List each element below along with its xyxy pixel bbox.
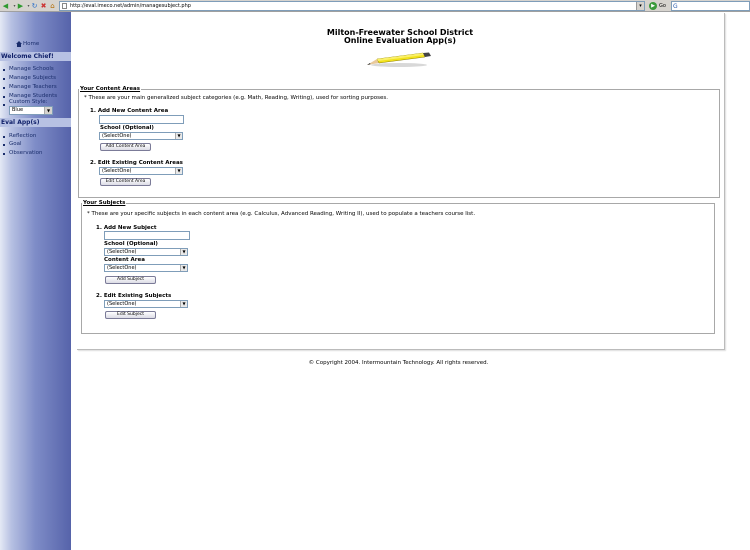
- edit-subjects-heading: 2. Edit Existing Subjects: [96, 293, 172, 299]
- forward-dropdown-icon[interactable]: ▾: [27, 3, 30, 8]
- bullet-icon: [3, 104, 5, 106]
- sidebar-item-manage-teachers[interactable]: Manage Teachers: [9, 84, 57, 90]
- google-icon: G: [673, 3, 678, 10]
- add-content-area-button[interactable]: Add Content Area: [100, 143, 151, 151]
- chevron-down-icon[interactable]: ▼: [180, 249, 187, 255]
- bullet-icon: [3, 87, 5, 89]
- add-content-area-heading: 1. Add New Content Area: [90, 108, 169, 114]
- content-areas-description: * These are your main generalized subject categories (e.g. Math, Reading, Writing), used for sorting purposes.: [84, 95, 388, 101]
- address-bar[interactable]: [59, 1, 645, 11]
- subject-name-input[interactable]: [104, 231, 190, 240]
- home-browser-icon[interactable]: ⌂: [50, 1, 55, 10]
- forward-icon[interactable]: ▶: [17, 1, 24, 10]
- subject-school-label: School (Optional): [104, 241, 158, 247]
- edit-content-areas-heading: 2. Edit Existing Content Areas: [90, 160, 183, 166]
- sidebar-item-goal[interactable]: Goal: [9, 141, 22, 147]
- bullet-icon: [3, 136, 5, 138]
- sidebar: [0, 12, 71, 550]
- subject-content-area-select[interactable]: [104, 264, 188, 272]
- sidebar-item-reflection[interactable]: Reflection: [9, 133, 37, 139]
- add-subject-button[interactable]: Add Subject: [105, 276, 156, 284]
- home-icon[interactable]: [16, 41, 22, 47]
- page-subtitle: Online Evaluation App(s): [343, 36, 457, 45]
- address-text: http://eval.imeco.net/admin/managesubject.php: [70, 3, 191, 9]
- bullet-icon: [3, 78, 5, 80]
- edit-subject-select[interactable]: [104, 300, 188, 308]
- edit-content-area-value: (SelectOne): [102, 168, 132, 174]
- subjects-description: * These are your specific subjects in each content area (e.g. Calculus, Advanced Reading, Writing II), used to populate a teachers course list.: [87, 211, 476, 217]
- content-area-school-select[interactable]: [99, 132, 183, 140]
- go-label[interactable]: Go: [659, 3, 666, 9]
- eval-apps-heading: Eval App(s): [1, 119, 40, 126]
- chevron-down-icon[interactable]: ▼: [180, 265, 187, 271]
- subjects-legend: Your Subjects: [83, 200, 126, 206]
- custom-style-select[interactable]: [9, 106, 53, 115]
- welcome-heading: Welcome Chief!: [1, 53, 54, 60]
- subject-content-area-value: (SelectOne): [107, 265, 137, 271]
- stop-icon[interactable]: ✖: [40, 1, 47, 10]
- subject-school-value: (SelectOne): [107, 249, 137, 255]
- content-area-school-value: (SelectOne): [102, 133, 132, 139]
- sidebar-item-manage-schools[interactable]: Manage Schools: [9, 66, 54, 72]
- edit-subject-value: (SelectOne): [107, 301, 137, 307]
- browser-toolbar: [0, 0, 750, 12]
- page-title: Milton-Freewater School District: [326, 28, 474, 37]
- bullet-icon: [3, 96, 5, 98]
- reload-icon[interactable]: ↻: [31, 1, 38, 10]
- sidebar-home-link[interactable]: Home: [23, 41, 40, 47]
- pencil-icon: [365, 52, 433, 68]
- add-subject-heading: 1. Add New Subject: [96, 225, 157, 231]
- chevron-down-icon[interactable]: ▼: [175, 168, 182, 174]
- chevron-down-icon[interactable]: ▼: [180, 301, 187, 307]
- sidebar-item-custom-style: Custom Style:: [9, 99, 48, 105]
- go-icon[interactable]: ▶: [649, 2, 657, 10]
- content-area-name-input[interactable]: [99, 115, 184, 124]
- subject-school-select[interactable]: [104, 248, 188, 256]
- content-areas-legend: Your Content Areas: [80, 86, 141, 92]
- subject-content-area-label: Content Area: [104, 257, 145, 263]
- content-areas-fieldset: [78, 86, 720, 198]
- chevron-down-icon[interactable]: ▼: [175, 133, 182, 139]
- back-icon[interactable]: ◀: [2, 1, 9, 10]
- bullet-icon: [3, 153, 5, 155]
- sidebar-item-observation[interactable]: Observation: [9, 150, 43, 156]
- main-content: [76, 12, 724, 349]
- content-area-school-label: School (Optional): [100, 125, 154, 131]
- sidebar-item-manage-subjects[interactable]: Manage Subjects: [9, 75, 57, 81]
- bullet-icon: [3, 144, 5, 146]
- footer-copyright: © Copyright 2004. Intermountain Technology. All rights reserved.: [308, 360, 489, 366]
- search-box[interactable]: [671, 1, 750, 11]
- sidebar-item-manage-students[interactable]: Manage Students: [9, 93, 58, 99]
- address-dropdown-icon[interactable]: ▾: [636, 2, 644, 10]
- edit-content-area-select[interactable]: [99, 167, 183, 175]
- page-icon: [62, 3, 67, 9]
- back-dropdown-icon[interactable]: ▾: [13, 3, 16, 8]
- edit-content-area-button[interactable]: Edit Content Area: [100, 178, 151, 186]
- bullet-icon: [3, 69, 5, 71]
- edit-subject-button[interactable]: Edit Subject: [105, 311, 156, 319]
- chevron-down-icon[interactable]: ▼: [44, 107, 52, 114]
- custom-style-value: Blue: [12, 107, 24, 113]
